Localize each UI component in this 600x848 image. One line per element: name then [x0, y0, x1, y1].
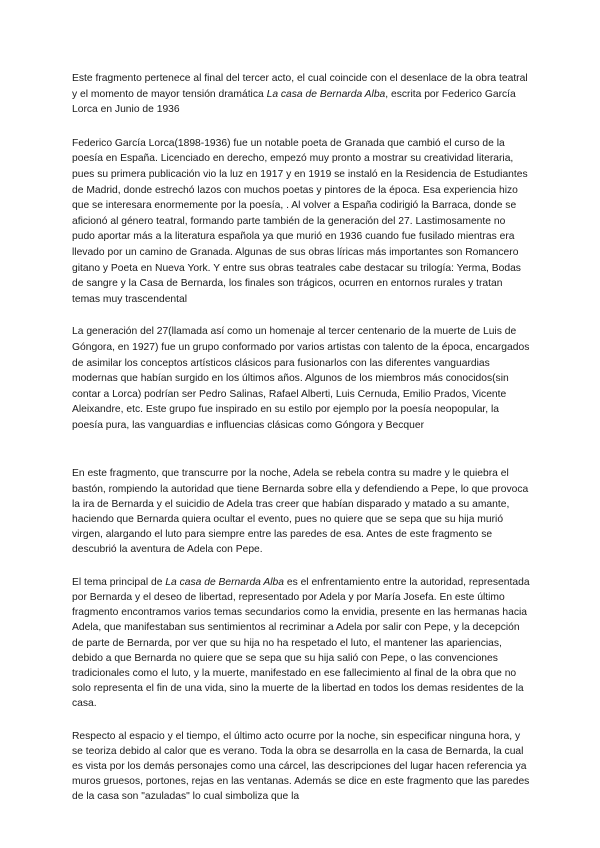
generation-27-paragraph: La generación del 27(llamada así como un homenaje al tercer centenario de la muerte de Luis de Góngora, en 1927) fue un grupo conformado por varios artistas con talento de la época, encargados de asimilar los conceptos artísticos clásicos para fusionarlos con las diferentes vanguardias modernas que habían surgido en los últimos años. Algunos de los miembros más conocidos(sin contar a Lorca) podrían ser Pedro Salinas, Rafael Alberti, Luis Cernuda, Emilio Prados, Vicente Aleixandre, etc. Este grupo fue inspirado en su estilo por ejemplo por la poesía neopopular, la poesía pura, las vanguardias e influencias clásicas como Góngora y Becquer	[72, 326, 530, 431]
intro-text-end: , escrita por Federico García Lorca en Junio de 1936	[72, 88, 516, 116]
themes-paragraph	[72, 575, 530, 712]
themes-text: El tema principal de	[72, 576, 166, 588]
fragment-summary-paragraph: En este fragmento, que transcurre por la noche, Adela se rebela contra su madre y le quiebra el bastón, rompiendo la autoridad que tiene Bernarda sobre ella y defendiendo a Pepe, lo que provoca la ira de Bernarda y el suicidio de Adela tras creer que habían disparado y matado a su amante, haciendo que Bernarda quiera ocultar el evento, pues no quiere que se sepa que su hija murió virgen, alargando el luto para siempre entre las paredes de esa. Antes de este fragmento se descubrió la aventura de Adela con Pepe.	[72, 468, 529, 556]
intro-text: Este fragmento pertenece al final del tercer acto, el cual coincide con el desenlace de la obra teatral y el momento de mayor tensión dramática	[72, 73, 528, 100]
intro-paragraph	[72, 71, 530, 118]
space-time-paragraph: Respecto al espacio y el tiempo, el último acto ocurre por la noche, sin especificar ninguna hora, y se teoriza debido al calor que es verano. Toda la obra se desarrolla en la casa de Bernarda, la cual es vista por los demás personajes como una cárcel, las descripciones del lugar hacen referencia ya muros gruesos, portones, rejas en las ventanas. Además se dice en este fragmento que las paredes de la casa son "azuladas" lo cual simboliza que la	[72, 730, 530, 803]
author-biography-paragraph: Federico García Lorca(1898-1936) fue un notable poeta de Granada que cambió el curso de la poesía en España. Licenciado en derecho, empezó muy pronto a mostrar su creatividad literaria, pues su primera publicación vio la luz en 1917 y en 1919 se instaló en la Residencia de Estudiantes de Madrid, donde estrechó lazos con muchos poetas y pintores de la época. Esa experiencia hizo que se interesara enormemente por la poesía, . Al volver a España codirigió la Barraca, donde se aficionó al género teatral, formando parte también de la generación del 27. Lastimosamente no pudo aportar más a la literatura española ya que murió en 1936 cuando fue fusilado mientras era llevado por un camino de Granada. Algunas de sus obras líricas más importantes son Romancero gitano y Poeta en Nueva York. Y entre sus obras teatrales cabe destacar su trilogía: Yerma, Bodas de sangre y la Casa de Bernarda, los finales son trágicos, ocurren en entornos rurales y tratan temas muy trascendental	[72, 137, 528, 305]
work-title: La casa de Bernarda Alba	[266, 88, 386, 100]
work-title: La casa de Bernarda Alba	[165, 576, 284, 588]
themes-text-end: es el enfrentamiento entre la autoridad, representada por Bernarda y el deseo de libertad, representado por Adela y por María Josefa. En este último fragmento encontramos varios temas secundarios como la envidia, presente en las hermanas hacia Adela, que manifestaban sus sentimientos al recriminar a Adela por salir con Pepe, y la decepción de parte de Bernarda, por ver que su hija no ha respetado el luto, el mantener las apariencias, debido a que Bernarda no quiere que se sepa que su hija salió con Pepe, o las convenciones tradicionales como el luto, y la muerte, manifestado en ese fallecimiento al final de la obra que no solo representa el fin de una vida, sino la muerte de la libertad en todos los demas residentes de la casa.	[72, 576, 530, 710]
